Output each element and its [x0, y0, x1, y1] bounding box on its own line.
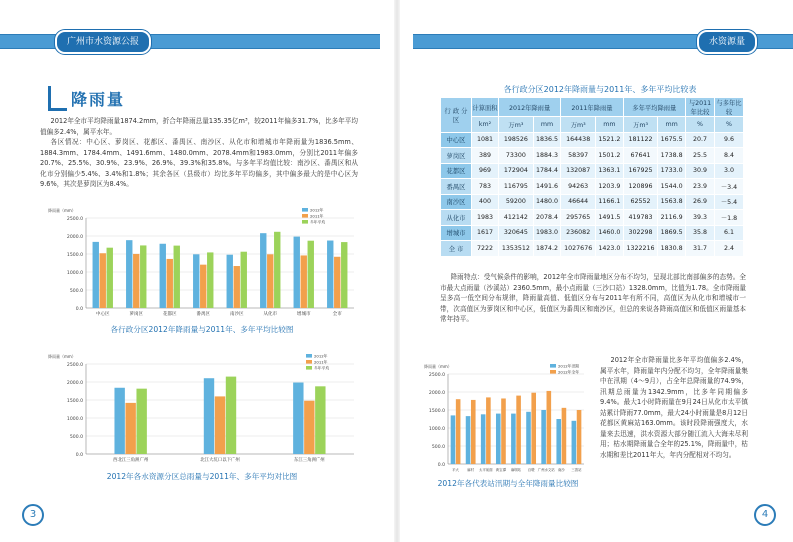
x-tick-label: 麻垌站 — [510, 468, 522, 472]
unit-cell: mm — [596, 117, 624, 133]
unit-cell: mm — [658, 117, 686, 133]
legend-swatch — [306, 360, 312, 364]
district-cell: 番禺区 — [441, 179, 472, 195]
table-cell: 2078.4 — [533, 210, 561, 226]
legend-label: 2012年汛期 — [558, 363, 580, 369]
th-2012: 2012年降雨量 — [499, 98, 561, 117]
x-tick-label: 从化市 — [263, 312, 278, 317]
table-cell: 1874.2 — [533, 241, 561, 257]
table-cell: 46644 — [561, 194, 596, 210]
bar — [204, 378, 214, 454]
intro-text — [40, 116, 358, 190]
table-row — [441, 194, 744, 210]
table-cell: 3.0 — [715, 163, 744, 179]
bar — [315, 386, 325, 454]
header-tag-left: 广州市水资源公报 — [55, 30, 151, 54]
table-cell: 1884.3 — [533, 148, 561, 164]
legend-label: 多年平均 — [310, 219, 326, 225]
bar — [301, 255, 307, 308]
x-tick-label: 增城市 — [296, 312, 311, 317]
bar — [577, 410, 582, 464]
heading-bracket-icon — [48, 86, 67, 111]
th-area: 计算面积 — [472, 98, 499, 117]
legend-swatch — [302, 220, 308, 224]
district-cell: 增城市 — [441, 225, 472, 241]
y-tick-label: 2500.0 — [66, 362, 83, 368]
th-avg: 多年平均降雨量 — [623, 98, 685, 117]
bar — [207, 252, 213, 308]
table-cell: 302298 — [623, 225, 658, 241]
paragraph-3: 降雨特点：受气候条件的影响，2012年全市降雨量地区分布不均匀，呈现北部比南部偏多的态势。全市最大点雨量（沙溪站）2360.5mm，最小点雨量（三沙口站）1328.0mm，比值为1.78。全市降雨量呈多高一低空间分布规律，降雨量高值、低值区分布与2011年有所不同，高值区为从化市和增城市一带，次高值区为萝岗区和中心区，低值区为番禺区和南沙区，但总的来说各降雨高值区和低值区雨量基本常年持平。 — [440, 273, 746, 323]
y-tick-label: 0.0 — [75, 452, 83, 458]
table-cell: －1.8 — [715, 210, 744, 226]
bar — [501, 398, 506, 464]
legend-label: 2012年 — [314, 353, 328, 359]
table-cell: 1460.0 — [596, 225, 624, 241]
y-tick-label: 500.0 — [69, 288, 83, 294]
unit-cell: % — [715, 117, 744, 133]
y-tick-label: 2000.0 — [428, 390, 445, 396]
table-cell: 8.4 — [715, 148, 744, 164]
th-vsavg: 与多年比较 — [715, 98, 744, 117]
table-row — [441, 179, 744, 195]
bar — [341, 242, 347, 308]
table-cell: 236082 — [561, 225, 596, 241]
section-title: 降雨量 — [71, 90, 126, 109]
x-tick-label: 萝岗区 — [129, 312, 144, 317]
legend-swatch — [306, 354, 312, 358]
bar — [193, 254, 199, 308]
bar — [234, 266, 240, 308]
legend-label: 2011年 — [310, 213, 324, 219]
y-tick-label: 0.0 — [75, 306, 83, 312]
table-cell: 120896 — [623, 179, 658, 195]
y-axis-label: 降雨量（mm） — [48, 354, 76, 359]
table-cell: 6.1 — [715, 225, 744, 241]
bar — [126, 240, 132, 308]
table-cell: 1027676 — [561, 241, 596, 257]
y-tick-label: 1500.0 — [428, 408, 445, 414]
bar — [107, 248, 113, 308]
legend-label: 多年平均 — [314, 365, 330, 371]
table-row — [441, 241, 744, 257]
bar — [267, 254, 273, 308]
y-tick-label: 0.0 — [437, 462, 445, 468]
table-cell: 1353512 — [499, 241, 534, 257]
legend-label: 2012年全年 — [558, 369, 580, 375]
rainfall-table — [440, 97, 744, 257]
table-cell: 1738.8 — [658, 148, 686, 164]
bar — [456, 399, 461, 464]
bar — [481, 414, 486, 464]
x-tick-label: 南沙区 — [229, 312, 244, 317]
table-title: 各行政分区2012年降雨量与2011年、多年平均比较表 — [503, 85, 697, 94]
x-tick-label: 北江大坑口以下广州 — [200, 458, 240, 463]
district-cell: 萝岗区 — [441, 148, 472, 164]
table-cell: 26.9 — [686, 194, 715, 210]
x-tick-label: 南沙 — [557, 468, 565, 472]
bar — [226, 377, 236, 454]
bar — [526, 412, 531, 464]
table-cell: 320645 — [499, 225, 534, 241]
unit-cell: 万m³ — [561, 117, 596, 133]
table-cell: 23.9 — [686, 179, 715, 195]
bar — [572, 421, 577, 464]
bar — [125, 403, 135, 454]
bar — [241, 252, 247, 308]
unit-cell: 万m³ — [623, 117, 658, 133]
chart3-caption: 2012年各代表站汛期与全年降雨量比较图 — [437, 479, 579, 488]
chart-water-resource-zones — [44, 350, 360, 468]
table-cell: 1784.4 — [533, 163, 561, 179]
table-cell: 198526 — [499, 132, 534, 148]
paragraph-4: 2012年全市降雨量比多年平均值偏多2.4%，属平水年，降雨量年内分配不均匀，全年降雨量集中在汛期（4～9月），占全年总降雨量的74.9%，汛期总雨量为1342.9mm，比多年同期偏多9.4%。最大1小时降雨量在9月24日从化市太平镇站累计降雨77.0mm，最大24小时雨量是8月12日花都区黄麻站163.0mm。该时段降雨强度大，水量来去迅速，洪水资源大部分随江流入大海未尽利用；枯水期降雨量合全年的25.1%，降雨量中，枯水期和差比2011年大，年内分配相对不均匀。 — [600, 356, 748, 459]
table-cell: 1675.5 — [658, 132, 686, 148]
table-cell: 181122 — [623, 132, 658, 148]
table-cell: －5.4 — [715, 194, 744, 210]
table-cell: 172904 — [499, 163, 534, 179]
bar — [334, 257, 340, 308]
table-cell: 1081 — [472, 132, 499, 148]
table-cell: 295765 — [561, 210, 596, 226]
legend-swatch — [306, 366, 312, 370]
bar — [227, 255, 233, 308]
legend-swatch — [302, 214, 308, 218]
bar — [136, 389, 146, 454]
bar — [304, 401, 314, 454]
table-cell: 164438 — [561, 132, 596, 148]
legend-label: 2011年 — [314, 359, 328, 365]
table-cell: －3.4 — [715, 179, 744, 195]
table-cell: 1491.5 — [596, 210, 624, 226]
bar — [140, 245, 146, 308]
feature-text — [440, 272, 746, 325]
page-fold — [394, 0, 400, 542]
units-row — [441, 117, 744, 133]
x-tick-label: 中心区 — [95, 312, 110, 317]
table-cell: 400 — [472, 194, 499, 210]
bar — [562, 408, 567, 464]
section-heading — [48, 86, 125, 111]
paragraph-1: 2012年全市平均降雨量1874.2mm，折合年降雨总量135.35亿m³，较2011年偏多31.7%，比多年平均值偏多2.4%，属平水年。 — [40, 117, 358, 136]
table-cell: 1983 — [472, 210, 499, 226]
table-cell: 2.4 — [715, 241, 744, 257]
table-body — [441, 132, 744, 256]
y-tick-label: 1000.0 — [66, 270, 83, 276]
bar — [274, 232, 280, 308]
bar — [133, 254, 139, 308]
table-cell: 167925 — [623, 163, 658, 179]
x-tick-label: 黄宝潭 — [495, 468, 506, 472]
y-tick-label: 2500.0 — [66, 216, 83, 222]
table-cell: 2116.9 — [658, 210, 686, 226]
table-cell: 419783 — [623, 210, 658, 226]
table-row — [441, 225, 744, 241]
table-row — [441, 210, 744, 226]
bar — [215, 396, 225, 454]
table-cell: 116795 — [499, 179, 534, 195]
district-cell: 从化市 — [441, 210, 472, 226]
table-cell: 1733.0 — [658, 163, 686, 179]
table-cell: 783 — [472, 179, 499, 195]
legend-swatch — [302, 208, 308, 212]
table-cell: 1983.0 — [533, 225, 561, 241]
bar — [541, 410, 546, 464]
chart1-caption: 各行政分区2012年降雨量与2011年、多年平均比较图 — [110, 325, 294, 334]
th-district: 行 政 分 区 — [441, 98, 472, 133]
x-tick-label: 西北江三角洲广州 — [113, 458, 149, 463]
paragraph-2: 各区情况：中心区、萝岗区、花都区、番禺区、南沙区、从化市和增城市年降雨量为1836.5mm、1884.3mm、1784.4mm、1491.6mm、1480.0mm、2078.4mm和1983.0mm，分别比2011年偏多20.7%、25.5%、30.9%、23.9%、26.9%、39.3%和35.8%。与多年平均值比较：南沙区、番禺区和从化市分别偏少5.4%、3.4%和1.8%；其余各区（县级市）均比多年平均偏多，其中偏多最大的是中心区为9.6%，其次是萝岗区为8.4%。 — [40, 138, 358, 188]
table-cell: 132087 — [561, 163, 596, 179]
table-cell: 62552 — [623, 194, 658, 210]
page-number-left: 3 — [22, 504, 44, 526]
bar — [451, 415, 456, 464]
bar — [547, 391, 552, 464]
table-cell: 30.9 — [686, 163, 715, 179]
table-cell: 7222 — [472, 241, 499, 257]
table-cell: 35.8 — [686, 225, 715, 241]
bar — [174, 246, 180, 308]
y-tick-label: 1000.0 — [66, 416, 83, 422]
x-tick-label: 平大 — [452, 468, 459, 472]
table-cell: 39.3 — [686, 210, 715, 226]
y-tick-label: 1500.0 — [66, 398, 83, 404]
table-cell: 94263 — [561, 179, 596, 195]
table-cell: 1423.0 — [596, 241, 624, 257]
table-cell: 1544.0 — [658, 179, 686, 195]
bar — [556, 419, 561, 464]
table-cell: 1563.8 — [658, 194, 686, 210]
page-number-right: 4 — [754, 504, 776, 526]
bar — [531, 393, 536, 464]
table-cell: 1869.5 — [658, 225, 686, 241]
table-cell: 1203.9 — [596, 179, 624, 195]
y-tick-label: 2500.0 — [428, 372, 445, 378]
x-tick-label: 百墩 — [527, 468, 535, 472]
district-cell: 全 市 — [441, 241, 472, 257]
x-tick-label: 广州水文站 — [537, 468, 555, 472]
x-tick-label: 番禺区 — [196, 312, 211, 317]
bar — [160, 244, 166, 308]
x-tick-label: 东江三角洲广州 — [293, 458, 325, 463]
bar — [516, 396, 521, 464]
x-tick-label: 花都区 — [162, 312, 177, 317]
y-tick-label: 1000.0 — [428, 426, 445, 432]
y-tick-label: 2000.0 — [66, 380, 83, 386]
bar — [294, 237, 300, 308]
y-tick-label: 2000.0 — [66, 234, 83, 240]
y-axis-label: 降雨量（mm） — [424, 364, 452, 369]
table-cell: 969 — [472, 163, 499, 179]
legend-label: 2012年 — [310, 207, 324, 213]
y-axis-label: 降雨量（mm） — [48, 208, 76, 213]
table-cell: 412142 — [499, 210, 534, 226]
table-cell: 25.5 — [686, 148, 715, 164]
unit-cell: % — [686, 117, 715, 133]
table-cell: 73300 — [499, 148, 534, 164]
table-cell: 1836.5 — [533, 132, 561, 148]
th-2011: 2011年降雨量 — [561, 98, 623, 117]
bar — [511, 414, 516, 464]
bar — [100, 253, 106, 308]
legend-swatch — [550, 370, 556, 374]
district-cell: 南沙区 — [441, 194, 472, 210]
bar — [308, 241, 314, 308]
y-tick-label: 1500.0 — [66, 252, 83, 258]
bar — [260, 233, 266, 308]
bar — [293, 383, 303, 454]
chart2-caption: 2012年各水资源分区总雨量与2011年、多年平均对比图 — [106, 472, 298, 481]
bar — [496, 414, 501, 464]
district-cell: 中心区 — [441, 132, 472, 148]
bar — [200, 265, 206, 308]
table-row — [441, 163, 744, 179]
bar — [486, 397, 491, 464]
legend-swatch — [550, 364, 556, 368]
annual-distribution-text — [600, 355, 748, 460]
chart-district-rainfall — [44, 204, 360, 322]
table-cell: 1491.6 — [533, 179, 561, 195]
table-cell: 1166.1 — [596, 194, 624, 210]
table-row — [441, 148, 744, 164]
y-tick-label: 500.0 — [69, 434, 83, 440]
table-cell: 1617 — [472, 225, 499, 241]
bar — [93, 242, 99, 308]
y-tick-label: 500.0 — [431, 444, 445, 450]
th-vs2011: 与2011年比较 — [686, 98, 715, 117]
table-cell: 9.6 — [715, 132, 744, 148]
header-tag-right: 水资源量 — [697, 30, 757, 54]
table-cell: 31.7 — [686, 241, 715, 257]
table-cell: 389 — [472, 148, 499, 164]
x-tick-label: 三善站 — [571, 468, 582, 472]
table-cell: 20.7 — [686, 132, 715, 148]
table-cell: 1501.2 — [596, 148, 624, 164]
table-cell: 59200 — [499, 194, 534, 210]
bar — [466, 416, 471, 464]
table-cell: 1830.8 — [658, 241, 686, 257]
table-cell: 1322216 — [623, 241, 658, 257]
bar — [471, 400, 476, 464]
chart-station-rainfall — [420, 360, 590, 478]
district-cell: 花都区 — [441, 163, 472, 179]
bar — [327, 241, 333, 308]
bar — [167, 259, 173, 308]
unit-cell: km² — [472, 117, 499, 133]
table-cell: 1521.2 — [596, 132, 624, 148]
x-tick-label: 全市 — [332, 312, 342, 317]
unit-cell: mm — [533, 117, 561, 133]
table-row — [441, 132, 744, 148]
x-tick-label: 麻村 — [467, 468, 475, 472]
table-cell: 1363.1 — [596, 163, 624, 179]
table-cell: 67641 — [623, 148, 658, 164]
table-cell: 58397 — [561, 148, 596, 164]
table-cell: 1480.0 — [533, 194, 561, 210]
bar — [114, 388, 124, 454]
x-tick-label: 太平前面 — [478, 468, 493, 472]
unit-cell: 万m³ — [499, 117, 534, 133]
